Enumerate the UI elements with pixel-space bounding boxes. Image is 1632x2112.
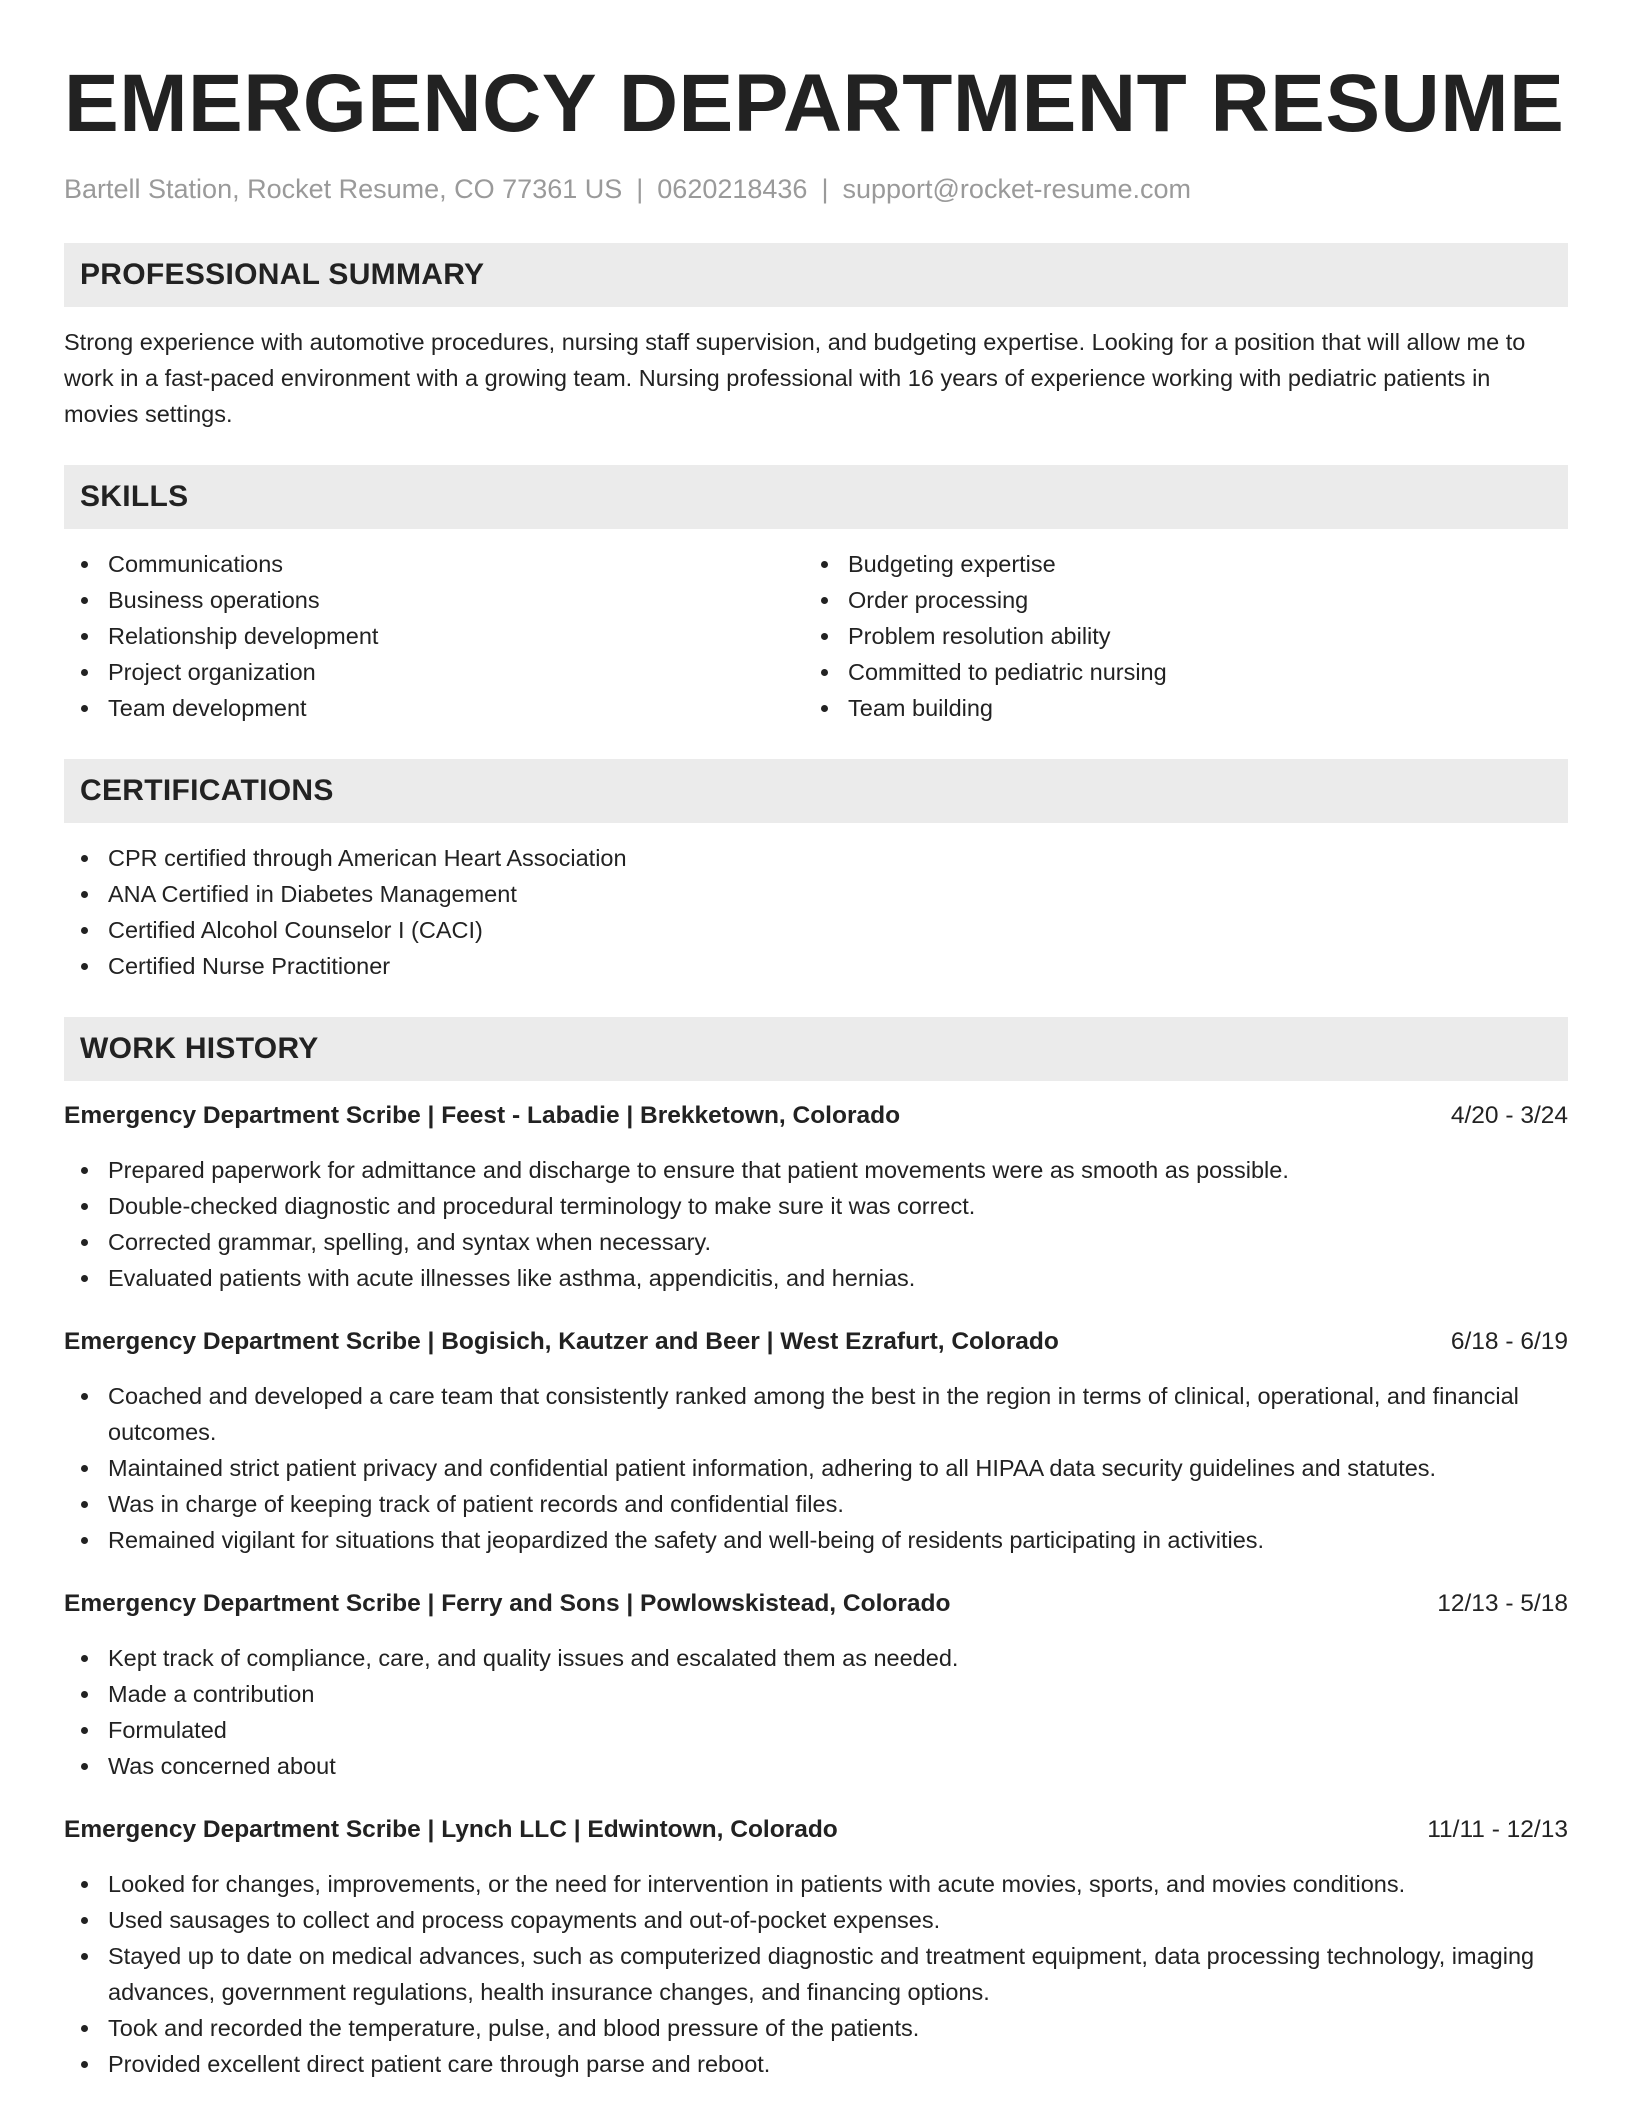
job-title: Emergency Department Scribe | Bogisich, Kautzer and Beer | West Ezrafurt, Colorado xyxy=(64,1328,1059,1355)
job-duty: Used sausages to collect and process copayments and out-of-pocket expenses. xyxy=(64,1902,1568,1938)
contact-line xyxy=(64,172,1568,206)
job-title: Emergency Department Scribe | Ferry and Sons | Powlowskistead, Colorado xyxy=(64,1590,951,1617)
skill-item: Team building xyxy=(804,690,1544,726)
job-header xyxy=(64,1586,1568,1622)
job-duties xyxy=(64,1866,1568,2082)
section-heading-work-history: WORK HISTORY xyxy=(64,1017,1568,1081)
job-duty: Was in charge of keeping track of patient records and confidential files. xyxy=(64,1486,1568,1522)
job-duty: Double-checked diagnostic and procedural terminology to make sure it was correct. xyxy=(64,1188,1568,1224)
job-duty: Provided excellent direct patient care through parse and reboot. xyxy=(64,2046,1568,2082)
job-duties xyxy=(64,1640,1568,1784)
skill-item: Order processing xyxy=(804,582,1544,618)
skill-item: Communications xyxy=(64,546,804,582)
job-entry xyxy=(64,1324,1568,1558)
job-duty: Looked for changes, improvements, or the need for intervention in patients with acute movies, sports, and movies conditions. xyxy=(64,1866,1568,1902)
skills-column-left xyxy=(64,546,804,726)
job-duty: Formulated xyxy=(64,1712,1568,1748)
job-dates: 4/20 - 3/24 xyxy=(1450,1102,1568,1129)
section-heading-skills: SKILLS xyxy=(64,465,1568,529)
skills-list xyxy=(64,529,1568,726)
job-header xyxy=(64,1098,1568,1134)
certification-item: ANA Certified in Diabetes Management xyxy=(64,876,1568,912)
job-duty: Corrected grammar, spelling, and syntax when necessary. xyxy=(64,1224,1568,1260)
job-dates: 6/18 - 6/19 xyxy=(1450,1328,1568,1355)
summary-text: Strong experience with automotive procedures, nursing staff supervision, and budgeting expertise. Looking for a position that will allow me to work in a fast-paced environment with a growing team. Nursing professional with 16 years of experience working with pediatric patients in movies settings. xyxy=(64,329,1526,427)
section-heading-certifications: CERTIFICATIONS xyxy=(64,759,1568,823)
skill-item: Relationship development xyxy=(64,618,804,654)
job-title: Emergency Department Scribe | Lynch LLC | Edwintown, Colorado xyxy=(64,1816,838,1843)
contact-address: Bartell Station, Rocket Resume, CO 77361 US xyxy=(64,174,623,204)
skill-item: Committed to pediatric nursing xyxy=(804,654,1544,690)
job-duty: Kept track of compliance, care, and quality issues and escalated them as needed. xyxy=(64,1640,1568,1676)
job-duty: Took and recorded the temperature, pulse, and blood pressure of the patients. xyxy=(64,2010,1568,2046)
job-duties xyxy=(64,1152,1568,1296)
job-duties xyxy=(64,1378,1568,1558)
job-header xyxy=(64,1324,1568,1360)
certification-item: Certified Nurse Practitioner xyxy=(64,948,1568,984)
job-duty: Stayed up to date on medical advances, such as computerized diagnostic and treatment equipment, data processing technology, imaging advances, government regulations, health insurance changes, and financing options. xyxy=(64,1938,1568,2010)
section-heading-summary: PROFESSIONAL SUMMARY xyxy=(64,243,1568,307)
job-duty: Remained vigilant for situations that jeopardized the safety and well-being of residents participating in activities. xyxy=(64,1522,1568,1558)
job-duty: Was concerned about xyxy=(64,1748,1568,1784)
job-header xyxy=(64,1812,1568,1848)
contact-separator: | xyxy=(821,174,829,204)
contact-email: support@rocket-resume.com xyxy=(842,174,1191,204)
contact-phone: 0620218436 xyxy=(657,174,808,204)
job-entry xyxy=(64,1098,1568,1296)
certification-item: CPR certified through American Heart Association xyxy=(64,840,1568,876)
resume-title: EMERGENCY DEPARTMENT RESUME xyxy=(64,58,1565,149)
job-dates: 12/13 - 5/18 xyxy=(1437,1590,1568,1617)
job-entry xyxy=(64,1586,1568,1784)
contact-separator: | xyxy=(636,174,644,204)
certification-item: Certified Alcohol Counselor I (CACI) xyxy=(64,912,1568,948)
skill-item: Project organization xyxy=(64,654,804,690)
skill-item: Team development xyxy=(64,690,804,726)
job-duty: Made a contribution xyxy=(64,1676,1568,1712)
job-entry xyxy=(64,1812,1568,2082)
job-title: Emergency Department Scribe | Feest - Labadie | Brekketown, Colorado xyxy=(64,1102,901,1129)
job-duty: Prepared paperwork for admittance and discharge to ensure that patient movements were as smooth as possible. xyxy=(64,1152,1568,1188)
skill-item: Business operations xyxy=(64,582,804,618)
job-dates: 11/11 - 12/13 xyxy=(1427,1816,1568,1843)
job-duty: Coached and developed a care team that consistently ranked among the best in the region in terms of clinical, operational, and financial outcomes. xyxy=(64,1378,1568,1450)
certifications-list xyxy=(64,840,1568,984)
skills-column-right xyxy=(804,546,1544,726)
skill-item: Problem resolution ability xyxy=(804,618,1544,654)
job-duty: Maintained strict patient privacy and confidential patient information, adhering to all HIPAA data security guidelines and statutes. xyxy=(64,1450,1568,1486)
skill-item: Budgeting expertise xyxy=(804,546,1544,582)
job-duty: Evaluated patients with acute illnesses like asthma, appendicitis, and hernias. xyxy=(64,1260,1568,1296)
